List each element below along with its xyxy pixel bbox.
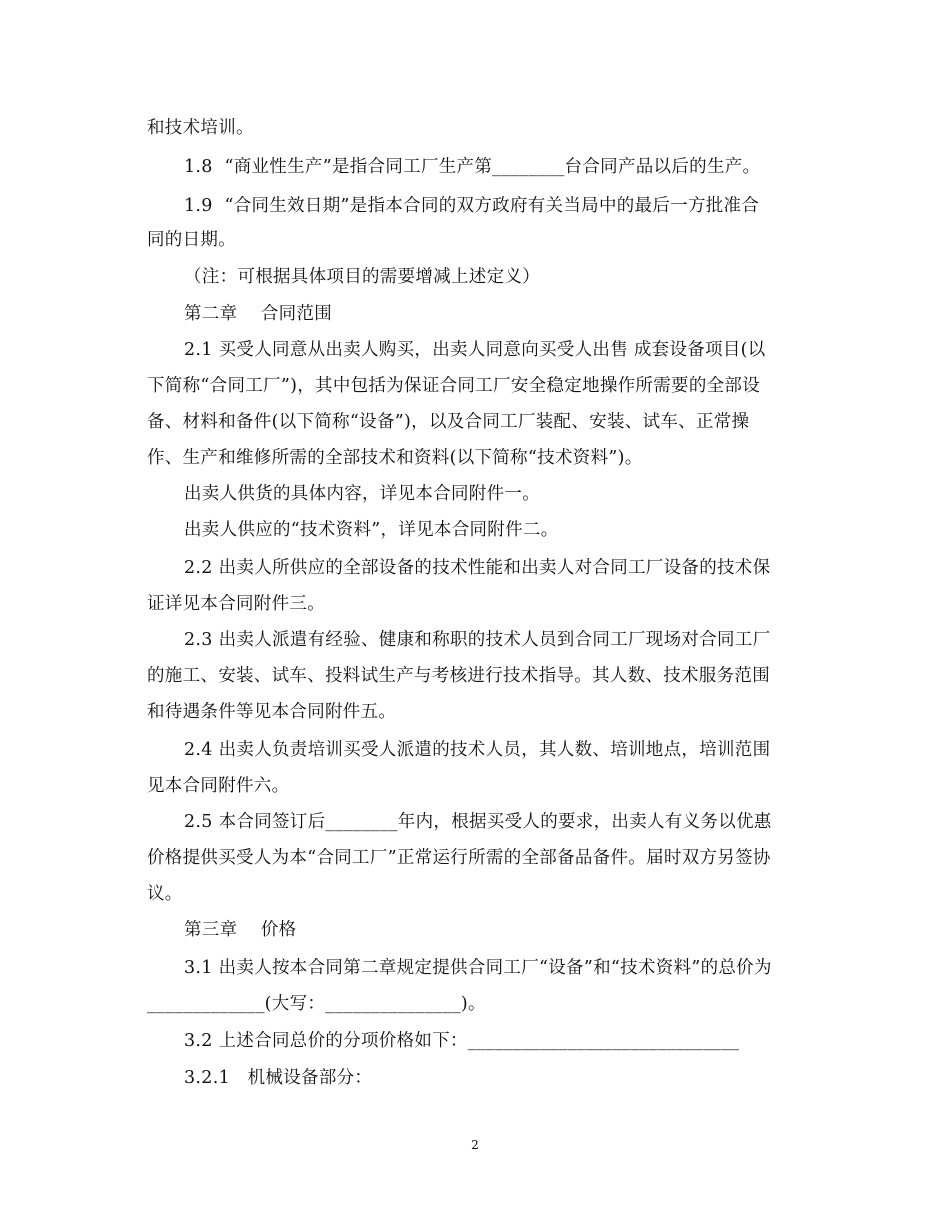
text-line: 下简称“合同工厂”)，其中包括为保证合同工厂安全稳定地操作所需要的全部设 <box>147 376 761 396</box>
page-number: 2 <box>471 1138 479 1152</box>
text-line: 3.1 出卖人按本合同第二章规定提供合同工厂“设备”和“技术资料”的总价为 <box>184 958 772 978</box>
text-line: 和待遇条件等见本合同附件五。 <box>147 702 397 722</box>
text-line: 作、生产和维修所需的全部技术和资料(以下简称“技术资料”)。 <box>147 448 643 468</box>
chapter-heading: 第二章 合同范围 <box>184 304 333 324</box>
text-line: 1.9 “合同生效日期”是指本合同的双方政府有关当局中的最后一方批准合 <box>184 196 760 216</box>
chapter-heading: 第三章 价格 <box>184 920 297 940</box>
text-line: 的施工、安装、试车、投料试生产与考核进行技术指导。其人数、技术服务范围 <box>147 666 770 686</box>
text-line: 3.2.1 机械设备部分： <box>184 1068 373 1088</box>
text-line: 2.5 本合同签订后________年内，根据买受人的要求，出卖人有义务以优惠 <box>184 812 772 832</box>
text-line: 3.2 上述合同总价的分项价格如下：______________________________ <box>184 1031 740 1051</box>
text-line: _____________(大写：_______________)。 <box>147 994 486 1014</box>
text-line: 2.4 出卖人负责培训买受人派遣的技术人员，其人数、培训地点，培训范围 <box>184 740 771 760</box>
text-line: 出卖人供货的具体内容，详见本合同附件一。 <box>184 484 540 504</box>
text-line: 1.8 “商业性生产”是指合同工厂生产第________台合同产品以后的生产。 <box>184 157 761 177</box>
text-line: 2.1 买受人同意从出卖人购买，出卖人同意向买受人出售 成套设备项目(以 <box>184 340 766 360</box>
text-line: 2.2 出卖人所供应的全部设备的技术性能和出卖人对合同工厂设备的技术保 <box>184 558 771 578</box>
text-line: 议。 <box>147 884 183 904</box>
text-line: 价格提供买受人为本“合同工厂”正常运行所需的全部备品备件。届时双方另签协 <box>147 848 771 868</box>
text-line: 备、材料和备件(以下简称“设备”)，以及合同工厂装配、安装、试车、正常操 <box>147 412 750 432</box>
text-line: 和技术培训。 <box>147 118 254 138</box>
text-line: 见本合同附件六。 <box>147 776 290 796</box>
text-line: 同的日期。 <box>147 230 236 250</box>
text-line: 证详见本合同附件三。 <box>147 594 325 614</box>
text-line: （注：可根据具体项目的需要增减上述定义） <box>184 267 540 287</box>
text-line: 2.3 出卖人派遣有经验、健康和称职的技术人员到合同工厂现场对合同工厂 <box>184 630 771 650</box>
text-line: 出卖人供应的“技术资料”，详见本合同附件二。 <box>184 520 559 540</box>
